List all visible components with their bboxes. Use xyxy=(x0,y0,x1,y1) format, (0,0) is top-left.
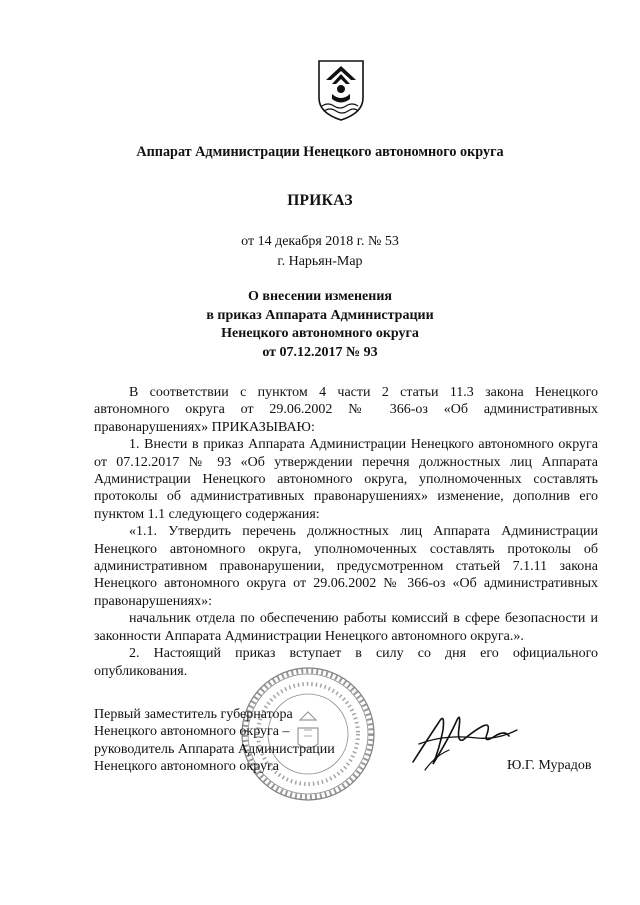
signatory-name: Ю.Г. Мурадов xyxy=(507,758,592,773)
body-paragraph: 2. Настоящий приказ вступает в силу со дня его официального опубликования. xyxy=(94,646,598,679)
body-paragraph: «1.1. Утвердить перечень должностных лиц Аппарата Администрации Ненецкого автономного округа, уполномоченных составлять протоколы об административном правонарушении, предусмотренном статьей 7.1.11 закона Ненецкого автономного округа от 29.06.2002 № 366-оз «Об административных правонарушениях»: xyxy=(94,524,598,609)
order-subject xyxy=(0,288,640,363)
coat-of-arms-icon xyxy=(316,58,366,122)
body-paragraph: В соответствии с пунктом 4 части 2 статьи 11.3 закона Ненецкого автономного округа от 29.06.2002 № 366-оз «Об административных правонарушениях» ПРИКАЗЫВАЮ: xyxy=(94,385,598,435)
position-line: Ненецкого автономного округа xyxy=(94,759,279,775)
organization-name: Аппарат Администрации Ненецкого автономного округа xyxy=(136,144,504,160)
order-body xyxy=(94,384,598,680)
order-city: г. Нарьян-Мар xyxy=(277,254,363,269)
document-type: ПРИКАЗ xyxy=(287,192,353,209)
subject-line: Ненецкого автономного округа xyxy=(221,326,419,342)
subject-line: в приказ Аппарата Администрации xyxy=(206,307,434,323)
body-paragraph: начальник отдела по обеспечению работы комиссий в сфере безопасности и законности Аппарата Администрации Ненецкого автономного округа.». xyxy=(94,611,598,644)
position-line: руководитель Аппарата Администрации xyxy=(94,741,335,757)
subject-line: О внесении изменения xyxy=(248,289,392,304)
order-date-number: от 14 декабря 2018 г. № 53 xyxy=(241,234,399,249)
signatory-position xyxy=(94,706,335,776)
subject-line: от 07.12.2017 № 93 xyxy=(262,345,378,361)
position-line: Ненецкого автономного округа – xyxy=(94,724,290,740)
body-paragraph: 1. Внести в приказ Аппарата Администрации Ненецкого автономного округа от 07.12.2017 № 93 «Об утверждении перечня должностных лиц Аппарата Администрации Ненецкого автономного округа, уполномоченных составлять протоколы об административных правонарушениях» изменение, дополнив его пунктом 1.1 следующего содержания: xyxy=(94,437,598,522)
position-line: Первый заместитель губернатора xyxy=(94,707,293,722)
